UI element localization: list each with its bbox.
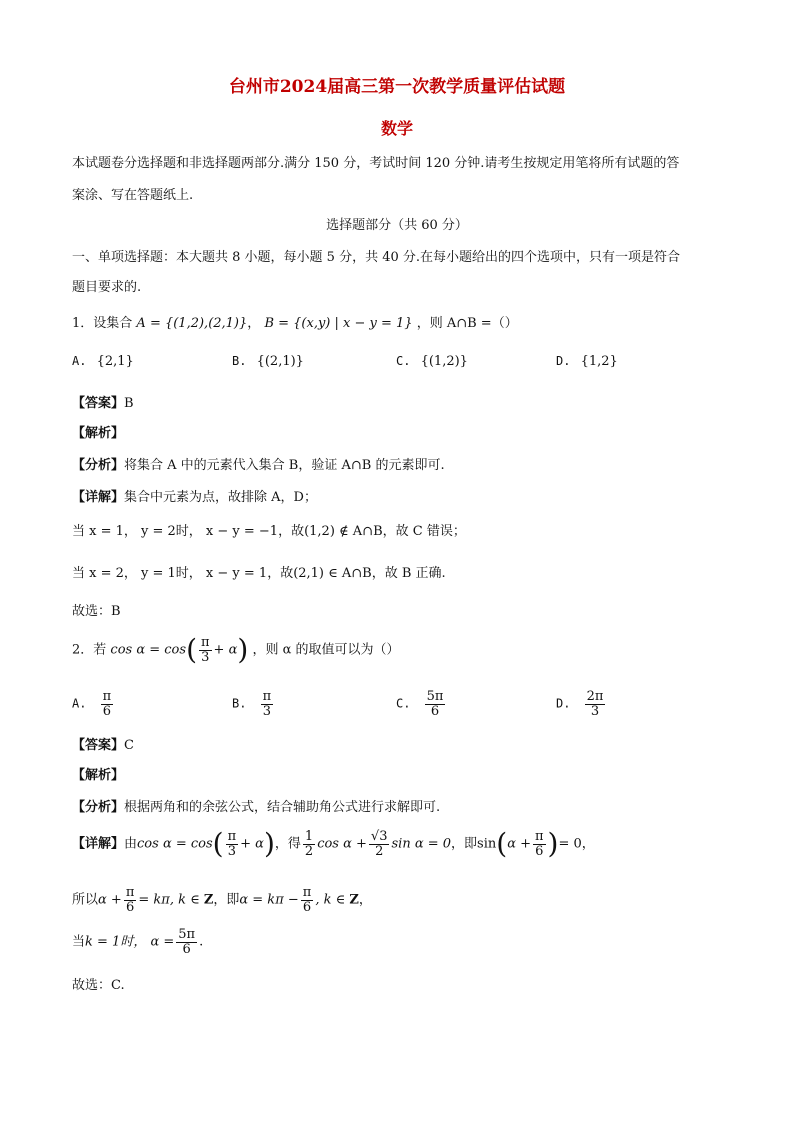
fenxi-tag: 【分析】 xyxy=(72,800,125,815)
alpha-equals: α = kπ − xyxy=(239,892,299,908)
fraction-pi-6: $\frac{\pi}{6}$ xyxy=(302,885,312,915)
detail-tag: 【详解】 xyxy=(72,490,125,505)
q2-option-b xyxy=(232,690,275,718)
q1-detail xyxy=(72,486,317,505)
fraction-5pi-6: $\frac{5\pi}{6}$ xyxy=(178,927,196,957)
question-2-stem xyxy=(72,633,400,667)
option-value: {(1,2)} xyxy=(420,354,468,369)
q1-option-c xyxy=(396,354,468,369)
option-fraction: $\frac{5\pi}{6}$ xyxy=(426,689,444,719)
option-label: A. xyxy=(72,696,87,711)
section-heading: 选择题部分（共 60 分） xyxy=(326,218,468,233)
sin-function: sin xyxy=(477,836,497,852)
detail-text: 集合中元素为点，故排除 A，D； xyxy=(124,490,317,505)
option-value: {2,1} xyxy=(96,354,134,369)
option-label: A. xyxy=(72,354,87,368)
set-b-expression: B = {(x,y) | x − y = 1} xyxy=(264,316,413,331)
q1-option-a xyxy=(72,354,134,369)
so-pre: 所以 xyxy=(72,892,99,908)
alpha-plus: α + xyxy=(507,836,531,852)
option-fraction: $\frac{2\pi}{3}$ xyxy=(586,689,604,719)
question-1-stem xyxy=(72,312,518,331)
cos-expression: cos α = cos xyxy=(137,836,213,852)
k-equals-1: k = 1时， xyxy=(85,934,147,950)
fenxi-text: 根据两角和的余弦公式，结合辅助角公式进行求解即可. xyxy=(124,800,441,815)
q2-when-line xyxy=(72,928,203,956)
subject-title: 数学 xyxy=(380,119,413,138)
option-label: C. xyxy=(396,696,411,711)
fraction-pi-3: $\frac{\pi}{3}$ xyxy=(227,829,237,859)
q1-option-d xyxy=(556,354,618,369)
question-1-comma: ， xyxy=(247,316,261,331)
q1-case-line-2: 当 x = 2， y = 1时， x − y = 1，故(2,1) ∈ A∩B，故 B 正确. xyxy=(72,566,446,581)
so-comma: ， xyxy=(358,892,372,908)
q1-answer xyxy=(72,392,134,411)
so-then: ，即 xyxy=(213,892,240,908)
integer-set-z: Z xyxy=(349,892,359,908)
right-paren: ) xyxy=(263,827,275,861)
option-label: D. xyxy=(556,696,571,711)
answer-tag: 【答案】 xyxy=(72,396,125,411)
when-pre: 当 xyxy=(72,934,86,950)
question-2-ask: ，则 α 的取值可以为（） xyxy=(252,642,400,658)
integer-set-z: Z xyxy=(203,892,214,908)
q1-option-b xyxy=(232,354,304,369)
plus-alpha: + α xyxy=(213,642,238,658)
fraction-pi-6: $\frac{\pi}{6}$ xyxy=(125,885,135,915)
q2-option-a xyxy=(72,690,115,718)
q2-analysis-tag: 【解析】 xyxy=(72,768,125,783)
fenxi-tag: 【分析】 xyxy=(72,458,125,473)
fraction-pi-3: $\frac{\pi}{3}$ xyxy=(201,635,210,665)
q2-choose: 故选：C. xyxy=(72,978,125,993)
option-label: C. xyxy=(396,354,411,368)
question-2-prefix: 2．若 xyxy=(72,642,107,658)
left-paren: ( xyxy=(496,827,508,861)
q2-option-c xyxy=(396,690,447,718)
right-paren: ) xyxy=(237,633,249,667)
part-line-1: 一、单项选择题：本大题共 8 小题，每小题 5 分，共 40 分.在每小题给出的四个选项中，只有一项是符合 xyxy=(72,250,681,265)
cos-alpha-term: cos α + xyxy=(317,836,367,852)
equals-kpi: = kπ, k ∈ xyxy=(138,892,200,908)
q2-option-d xyxy=(556,690,607,718)
alpha-equals: α = xyxy=(150,934,175,950)
set-a-expression: A = {(1,2),(2,1)} xyxy=(136,316,248,331)
fraction-sqrt3-2: $\frac{√3}{2}$ xyxy=(370,829,388,859)
option-label: B. xyxy=(232,696,247,711)
left-paren: ( xyxy=(186,633,197,667)
intro-line-1: 本试题卷分选择题和非选择题两部分.满分 150 分，考试时间 120 分钟.请考生按规定用笔将所有试题的答 xyxy=(72,156,680,171)
plus-alpha: + α xyxy=(240,836,264,852)
fraction-pi-6: $\frac{\pi}{6}$ xyxy=(535,829,544,859)
q2-detail xyxy=(72,827,595,861)
q1-choose: 故选：B xyxy=(72,604,121,619)
document-title: 台州市2024届高三第一次教学质量评估试题 xyxy=(228,77,566,97)
q2-answer xyxy=(72,734,134,753)
q2-so-line xyxy=(72,886,372,914)
left-paren: ( xyxy=(212,827,224,861)
k-in: , k ∈ xyxy=(315,892,346,908)
question-1-ask: ，则 A∩B =（） xyxy=(416,316,518,331)
question-1-prefix: 1．设集合 xyxy=(72,316,133,331)
cos-expression: cos α = cos xyxy=(110,642,187,658)
answer-value: C xyxy=(124,738,134,753)
fraction-half: $\frac{1}{2}$ xyxy=(304,829,314,859)
option-value: {1,2} xyxy=(580,354,618,369)
answer-value: B xyxy=(124,396,134,411)
intro-line-2: 案涂、写在答题纸上. xyxy=(72,188,194,203)
right-paren: ) xyxy=(547,827,559,861)
detail-pre: 由 xyxy=(124,836,138,852)
detail-mid: ，得 xyxy=(274,836,301,852)
option-label: B. xyxy=(232,354,247,368)
q1-case-line-1: 当 x = 1， y = 2时， x − y = −1，故(1,2) ∉ A∩B，故 C 错误； xyxy=(72,524,466,539)
q2-fenxi xyxy=(72,796,440,815)
period: . xyxy=(199,934,204,950)
detail-tag: 【详解】 xyxy=(72,836,125,852)
q1-fenxi xyxy=(72,454,445,473)
option-label: D. xyxy=(556,354,571,368)
option-fraction: $\frac{\pi}{6}$ xyxy=(102,689,112,719)
equals-zero: = 0， xyxy=(558,836,595,852)
answer-tag: 【答案】 xyxy=(72,738,125,753)
part-line-2: 题目要求的. xyxy=(72,280,142,295)
option-fraction: $\frac{\pi}{3}$ xyxy=(262,689,272,719)
fenxi-text: 将集合 A 中的元素代入集合 B，验证 A∩B 的元素即可. xyxy=(124,458,445,473)
detail-then: ，即 xyxy=(451,836,478,852)
option-value: {(2,1)} xyxy=(256,354,304,369)
sin-alpha-term: sin α = 0 xyxy=(391,836,452,852)
alpha-plus: α + xyxy=(98,892,122,908)
q1-analysis-tag: 【解析】 xyxy=(72,426,125,441)
